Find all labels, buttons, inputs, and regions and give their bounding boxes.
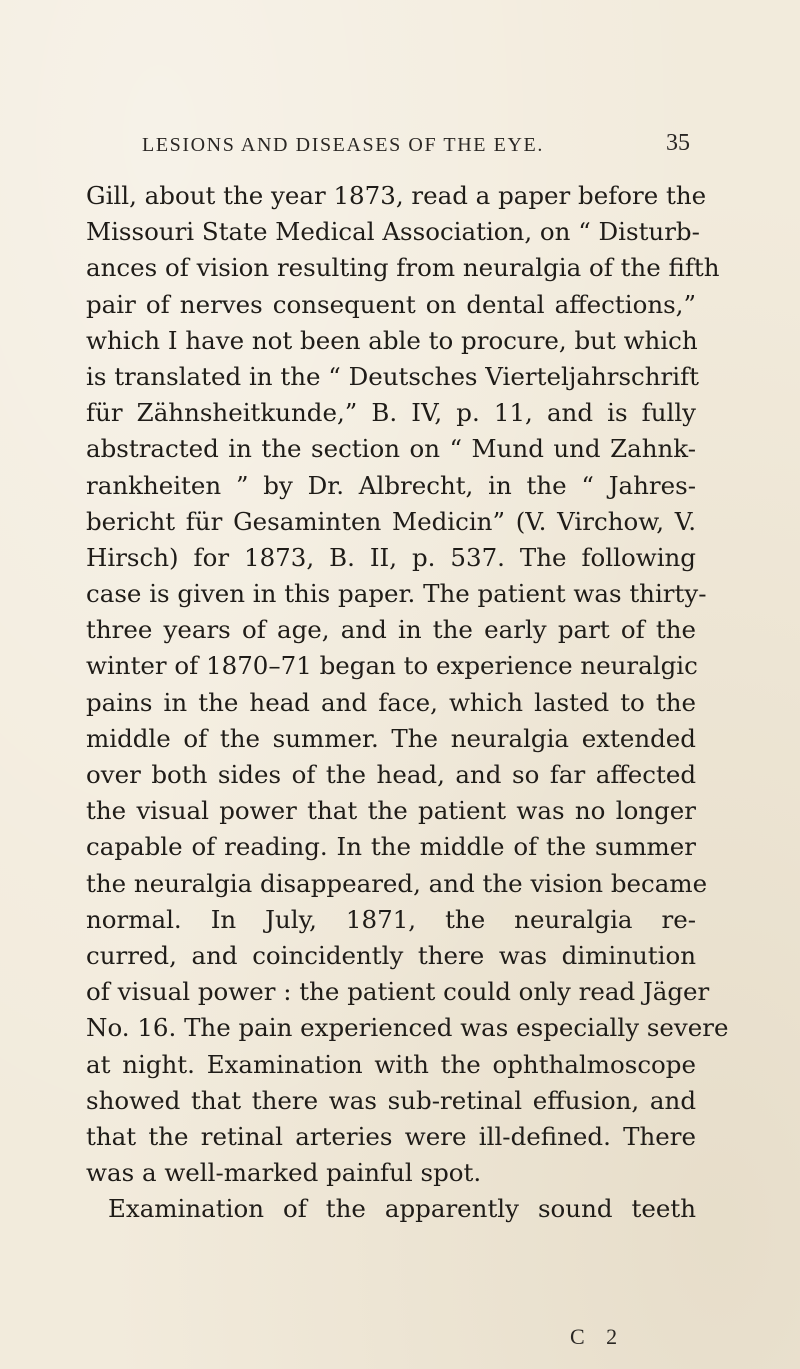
text-line: that the retinal arteries were ill-defined. There [86, 1121, 696, 1151]
text-line: für Zähnsheitkunde,” B. IV, p. 11, and is fully [86, 398, 696, 428]
body-paragraphs [86, 178, 729, 1227]
signature-mark: C 2 [570, 1324, 626, 1349]
text-line: the visual power that the patient was no longer [86, 796, 696, 826]
text-line: which I have not been able to procure, but which [86, 325, 698, 355]
text-line-paragraph-end: was a well-marked painful spot. [86, 1158, 482, 1188]
text-line-paragraph-start: Examination of the apparently sound teeth [108, 1194, 696, 1224]
text-line: showed that there was sub-retinal effusion, and [86, 1085, 696, 1115]
text-line: is translated in the “ Deutsches Vierteljahrschrift [86, 361, 700, 391]
page-header [142, 128, 690, 164]
text-line: pair of nerves consequent on dental affections,” [86, 289, 696, 319]
text-line: pains in the head and face, which lasted to the [86, 687, 696, 717]
text-line: curred, and coincidently there was diminution [86, 940, 696, 970]
text-line: the neuralgia disappeared, and the vision became [86, 868, 708, 898]
text-line: Missouri State Medical Association, on “ Disturb- [86, 217, 700, 247]
text-line: at night. Examination with the ophthalmoscope [86, 1049, 696, 1079]
text-line: No. 16. The pain experienced was especially severe [86, 1013, 729, 1043]
text-line: winter of 1870–71 began to experience neuralgic [86, 651, 698, 681]
text-line: over both sides of the head, and so far affected [86, 760, 696, 789]
text-line: case is given in this paper. The patient was thirty- [86, 579, 707, 609]
text-line: three years of age, and in the early part of the [86, 615, 696, 645]
text-line: bericht für Gesaminten Medicin” (V. Virchow, V. [86, 506, 696, 536]
page-number: 35 [666, 130, 690, 156]
text-line: capable of reading. In the middle of the summer [86, 832, 696, 862]
text-line: Hirsch) for 1873, B. II, p. 537. The following [86, 542, 696, 572]
text-line: middle of the summer. The neuralgia extended [86, 723, 696, 753]
text-line: of visual power : the patient could only read Jäger [86, 977, 710, 1007]
text-line: abstracted in the section on “ Mund und Zahnk- [86, 434, 696, 464]
text-line: rankheiten ” by Dr. Albrecht, in the “ Jahres- [86, 470, 696, 500]
text-line: ances of vision resulting from neuralgia of the fifth [86, 253, 720, 283]
text-line: normal. In July, 1871, the neuralgia re- [86, 904, 696, 934]
text-line: Gill, about the year 1873, read a paper before the [86, 181, 707, 210]
running-head: LESIONS AND DISEASES OF THE EYE. [142, 134, 544, 156]
